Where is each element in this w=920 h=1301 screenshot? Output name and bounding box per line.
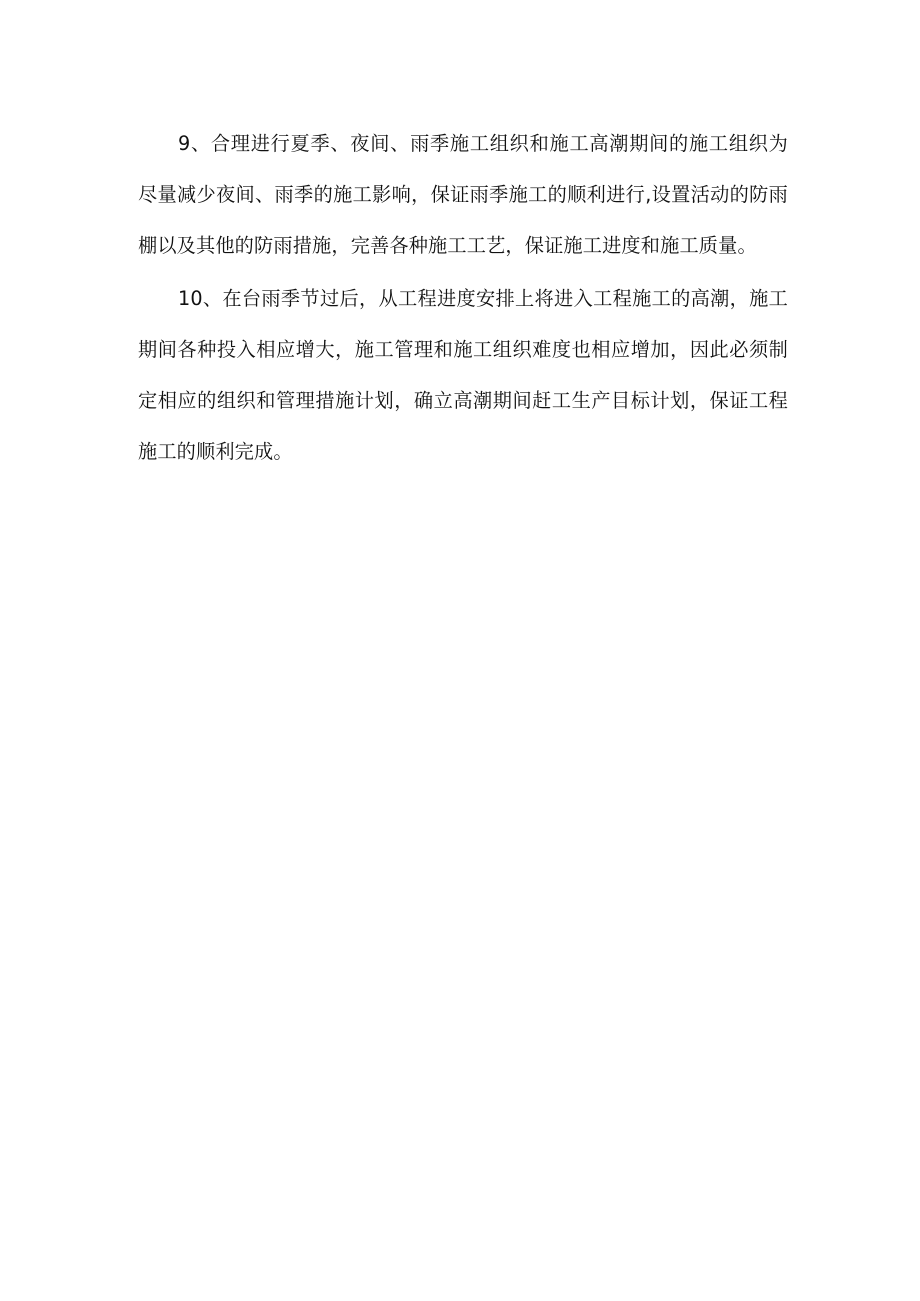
paragraph-9-construction-organization: 9、合理进行夏季、夜间、雨季施工组织和施工高潮期间的施工组织为尽量减少夜间、雨季的施工影响，保证雨季施工的顺利进行,设置活动的防雨棚以及其他的防雨措施，完善各种施工工艺，保证施工进度和施工质量。: [138, 132, 788, 257]
document-body: [138, 118, 788, 477]
paragraph-10-peak-construction-plan: 10、在台雨季节过后，从工程进度安排上将进入工程施工的高潮，施工期间各种投入相应增大，施工管理和施工组织难度也相应增加，因此必须制定相应的组织和管理措施计划，确立高潮期间赶工生产目标计划，保证工程施工的顺利完成。: [138, 287, 788, 463]
